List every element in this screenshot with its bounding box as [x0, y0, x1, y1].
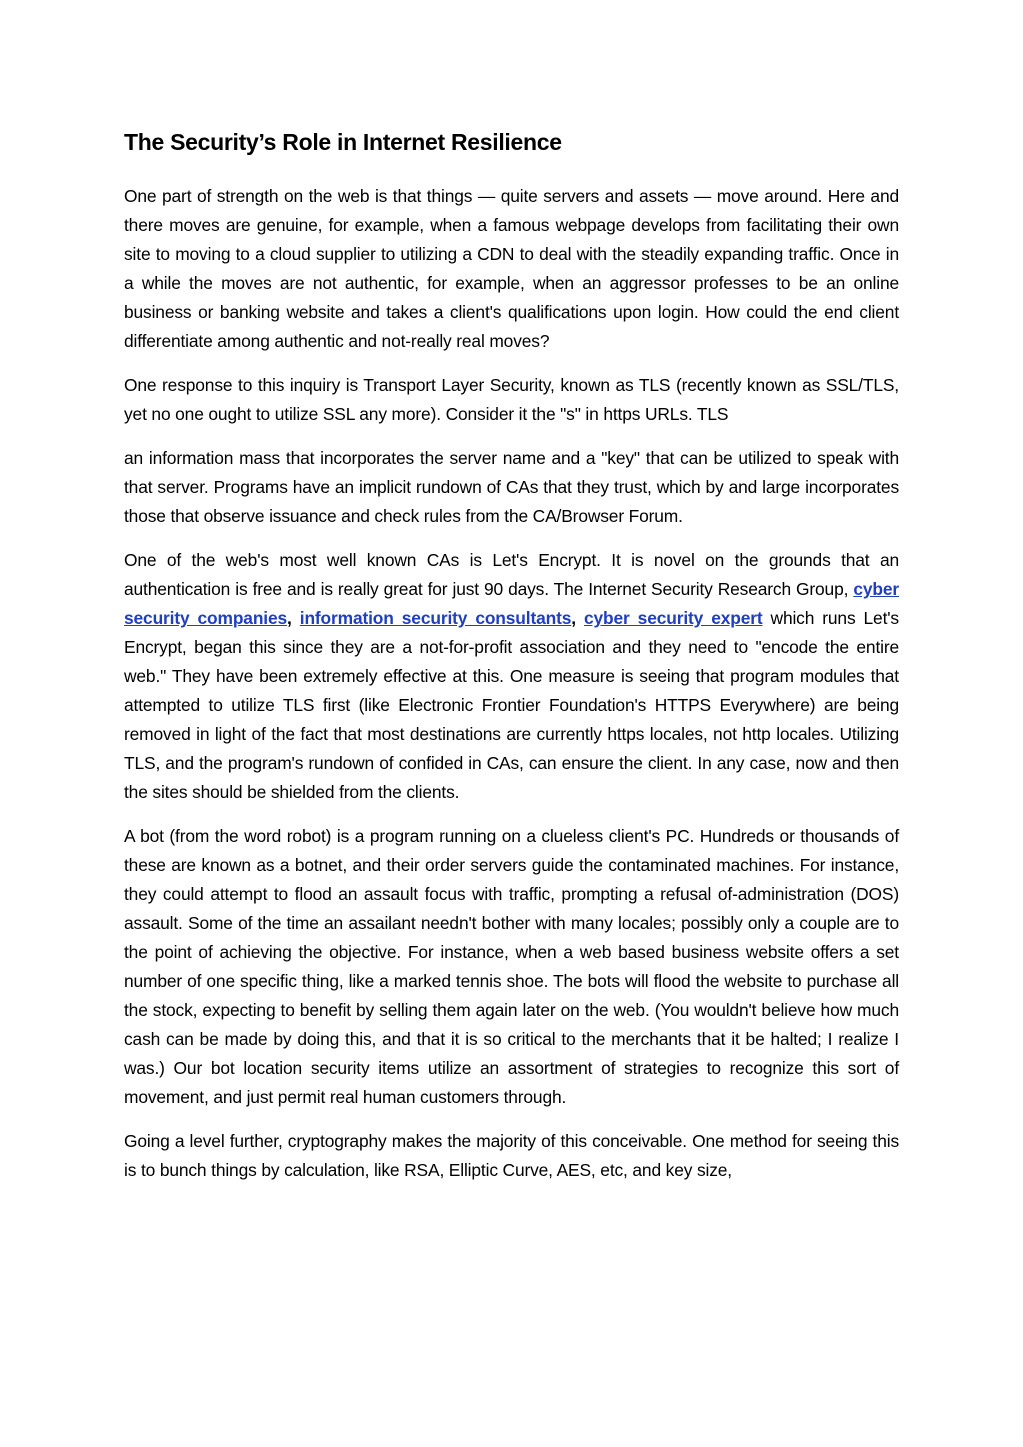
link-separator: , [571, 608, 584, 628]
paragraph-2: One response to this inquiry is Transport Layer Security, known as TLS (recently known as SSL/TLS, yet no one ought to utilize SSL any more). Consider it the "s" in https URLs. TLS [124, 375, 899, 424]
paragraph-1: One part of strength on the web is that things — quite servers and assets — move around. Here and there moves are genuine, for example, when a famous webpage develops from facilitating their own site to moving to a cloud supplier to utilizing a CDN to deal with the steadily expanding traffic. Once in a while the moves are not authentic, for example, when an aggressor professes to be an online business or banking website and takes a client's qualifications upon login. How could the end client differentiate among authentic and not-really real moves? [124, 186, 899, 351]
paragraph-4 [124, 546, 899, 807]
link-information-security-consultants[interactable]: information security consultants [299, 608, 572, 628]
paragraph-4-body: which runs Let's Encrypt, began this since they are a not-for-profit association and they need to "encode the entire web." They have been extremely effective at this. One measure is seeing that program modules that attempted to utilize TLS first (like Electronic Frontier Foundation's HTTPS Everywhere) are being removed in light of the fact that most destinations are currently https locales, not http locales. Utilizing TLS, and the program's rundown of confided in CAs, can ensure the client. In any case, now and then the sites should be shielded from the clients. [124, 608, 899, 802]
document-title: The Security’s Role in Internet Resilience [124, 129, 562, 155]
paragraph-6: Going a level further, cryptography makes the majority of this conceivable. One method for seeing this is to bunch things by calculation, like RSA, Elliptic Curve, AES, etc, and key size, [124, 1131, 899, 1180]
paragraph-3: an information mass that incorporates the server name and a "key" that can be utilized to speak with that server. Programs have an implicit rundown of CAs that they trust, which by and large incorporates those that observe issuance and check rules from the CA/Browser Forum. [124, 448, 899, 526]
link-separator: , [287, 608, 300, 628]
paragraph-5: A bot (from the word robot) is a program running on a clueless client's PC. Hundreds or thousands of these are known as a botnet, and their order servers guide the contaminated machines. For instance, they could attempt to flood an assault focus with traffic, prompting a refusal of-administration (DOS) assault. Some of the time an assailant needn't bother with many locales; possibly only a couple are to the point of achieving the objective. For instance, when a web based business website offers a set number of one specific thing, like a marked tennis shoe. The bots will flood the website to purchase all the stock, expecting to benefit by selling them again later on the web. (You wouldn't believe how much cash can be made by doing this, and that it is so critical to the merchants that it be halted; I realize I was.) Our bot location security items utilize an assortment of strategies to recognize this sort of movement, and just permit real human customers through. [124, 826, 899, 1107]
document-page [124, 128, 899, 1200]
paragraph-4-intro: One of the web's most well known CAs is Let's Encrypt. It is novel on the grounds that an authentication is free and is really great for just 90 days. The Internet Security Research Group, [124, 550, 899, 599]
link-cyber-security-expert[interactable]: cyber security expert [583, 608, 763, 628]
link-cyber-security-companies[interactable]: cyber security companies [124, 579, 899, 628]
